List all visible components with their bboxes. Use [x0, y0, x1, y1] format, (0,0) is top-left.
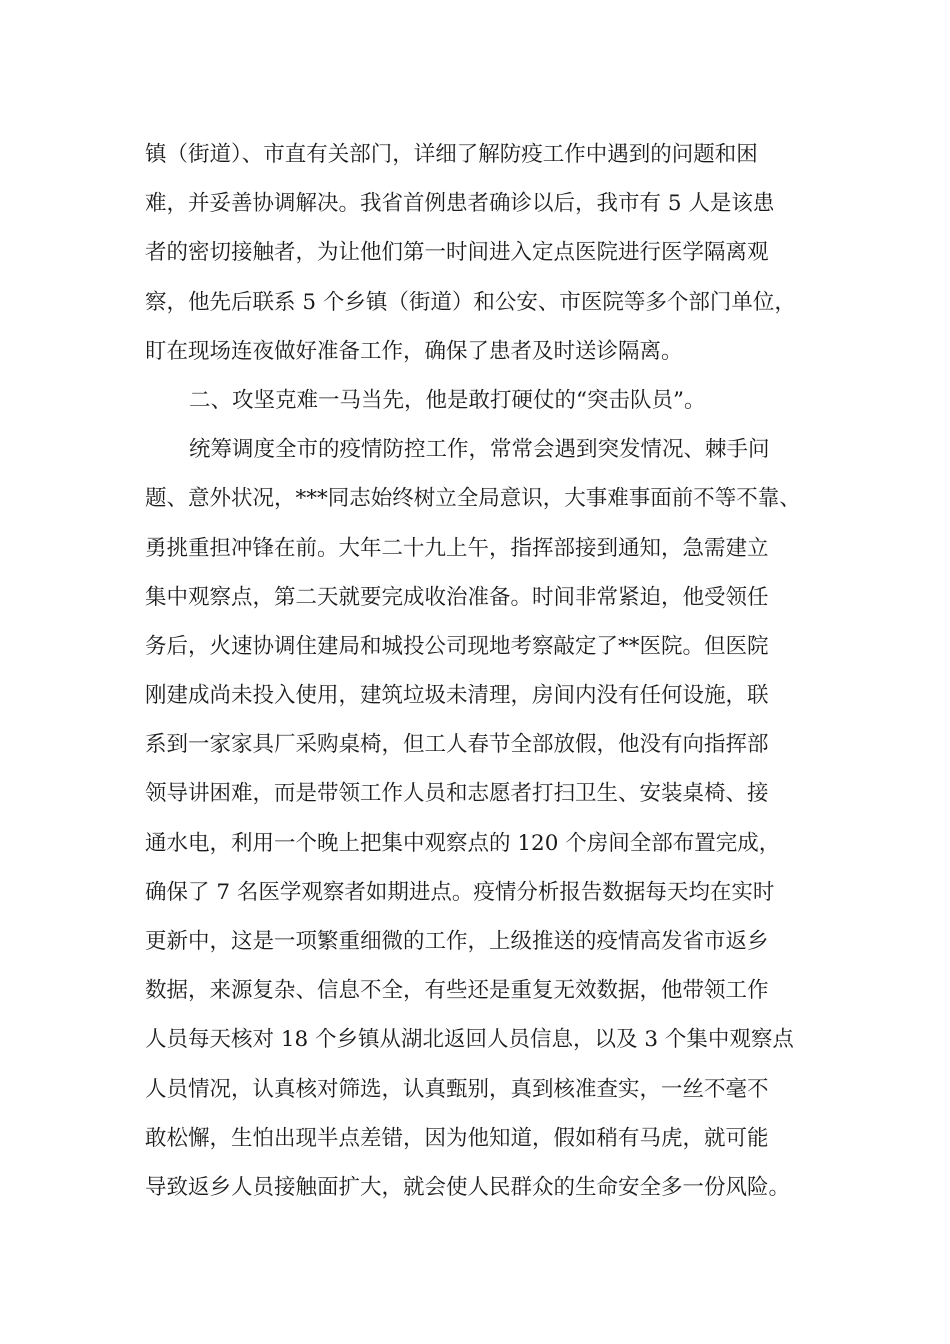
text-line: 题、意外状况，***同志始终树立全局意识，大事难事面前不等不靠、 — [145, 486, 801, 512]
text-line: 通水电，利用一个晚上把集中观察点的 120 个房间全部布置完成， — [145, 830, 781, 856]
text-line: 者的密切接触者，为让他们第一时间进入定点医院进行医学隔离观 — [145, 240, 769, 266]
text-line: 人员每天核对 18 个乡镇从湖北返回人员信息，以及 3 个集中观察点 — [145, 1027, 794, 1053]
text-line: 镇（街道）、市直有关部门，详细了解防疫工作中遇到的问题和困 — [145, 142, 758, 167]
text-line: 务后，火速协调住建局和城投公司现地考察敲定了**医院。但医院 — [145, 633, 769, 659]
text-line: 盯在现场连夜做好准备工作，确保了患者及时送诊隔离。 — [145, 338, 683, 364]
text-line: 更新中，这是一项繁重细微的工作，上级推送的疫情高发省市返乡 — [145, 929, 769, 954]
text-line: 集中观察点，第二天就要完成收治准备。时间非常紧迫，他受领任 — [145, 584, 769, 610]
text-line: 导致返乡人员接触面扩大，就会使人民群众的生命安全多一份风险。 — [145, 1174, 791, 1200]
text-line: 系到一家家具厂采购桌椅，但工人春节全部放假，他没有向指挥部 — [145, 732, 769, 758]
text-line: 统筹调度全市的疫情防控工作，常常会遇到突发情况、棘手问 — [189, 437, 770, 463]
text-line: 刚建成尚未投入使用，建筑垃圾未清理，房间内没有任何设施，联 — [145, 683, 769, 709]
text-line: 数据，来源复杂、信息不全，有些还是重复无效数据，他带领工作 — [145, 978, 769, 1004]
text-line: 二、攻坚克难一马当先，他是敢打硬仗的“突击队员”。 — [189, 387, 706, 413]
text-line: 难，并妥善协调解决。我省首例患者确诊以后，我市有 5 人是该患 — [145, 191, 775, 217]
text-line: 勇挑重担冲锋在前。大年二十九上午，指挥部接到通知，急需建立 — [145, 535, 769, 561]
text-line: 领导讲困难，而是带领工作人员和志愿者打扫卫生、安装桌椅、接 — [145, 781, 769, 807]
text-line: 察，他先后联系 5 个乡镇（街道）和公安、市医院等多个部门单位， — [145, 289, 796, 315]
text-line: 确保了 7 名医学观察者如期进点。疫情分析报告数据每天均在实时 — [145, 879, 775, 905]
text-line: 人员情况，认真核对筛选，认真甄别，真到核准查实，一丝不毫不 — [145, 1076, 769, 1102]
text-line: 敢松懈，生怕出现半点差错，因为他知道，假如稍有马虎，就可能 — [145, 1125, 769, 1151]
body-text — [145, 130, 835, 1212]
